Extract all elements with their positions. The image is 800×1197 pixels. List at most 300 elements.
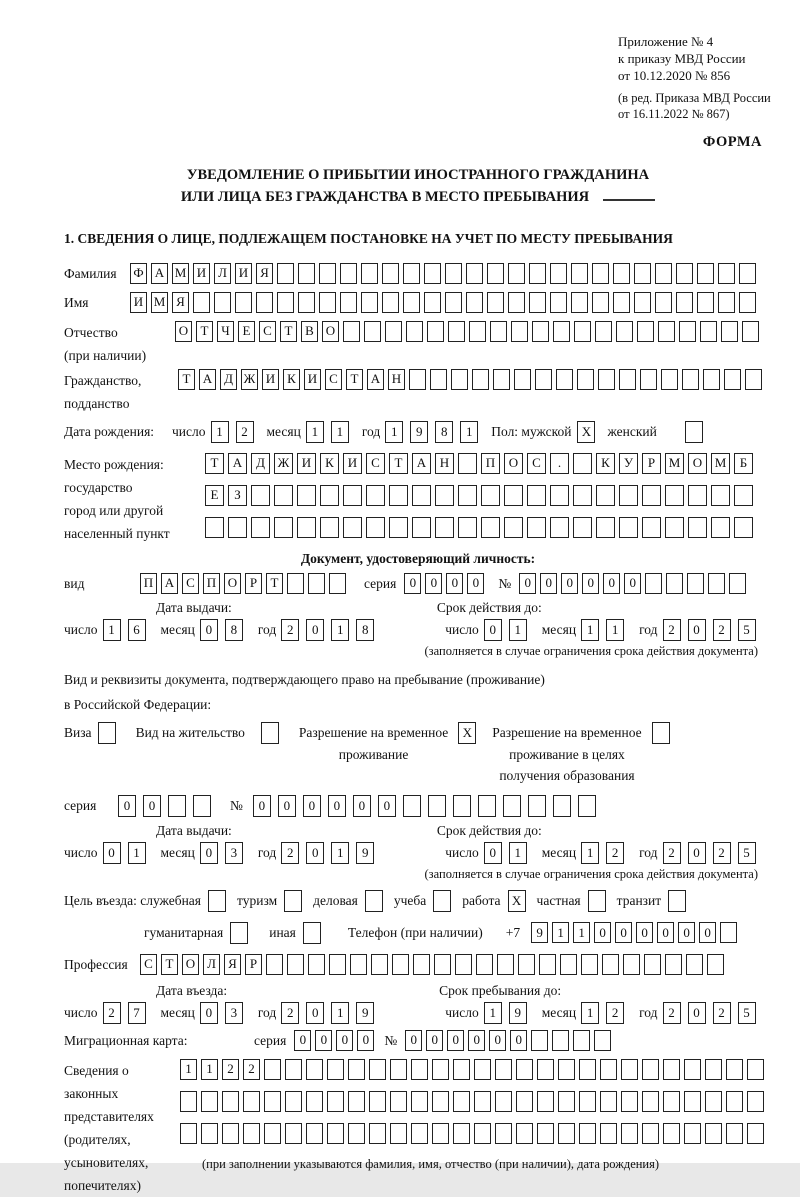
char-cell[interactable] xyxy=(613,263,630,284)
char-cell[interactable] xyxy=(453,1059,470,1080)
char-cell[interactable]: К xyxy=(283,369,300,390)
char-cell[interactable] xyxy=(222,1091,239,1112)
char-cell[interactable] xyxy=(514,369,531,390)
char-cell[interactable] xyxy=(493,369,510,390)
char-cell[interactable] xyxy=(560,954,577,975)
char-cell[interactable]: 2 xyxy=(713,842,731,864)
char-cell[interactable] xyxy=(665,954,682,975)
char-cell[interactable]: 0 xyxy=(103,842,121,864)
char-cell[interactable]: 1 xyxy=(581,1002,599,1024)
char-cell[interactable]: Л xyxy=(203,954,220,975)
checkbox-cell[interactable]: X xyxy=(508,890,526,912)
char-cell[interactable] xyxy=(319,292,336,313)
char-cell[interactable] xyxy=(343,321,360,342)
char-cell[interactable]: 2 xyxy=(281,842,299,864)
char-cell[interactable] xyxy=(235,292,252,313)
checkbox-cell[interactable] xyxy=(303,922,321,944)
char-cell[interactable]: 0 xyxy=(405,1030,422,1051)
char-cell[interactable] xyxy=(297,517,316,538)
char-cell[interactable] xyxy=(266,954,283,975)
char-cell[interactable] xyxy=(469,321,486,342)
char-cell[interactable] xyxy=(495,1091,512,1112)
char-cell[interactable] xyxy=(642,1123,659,1144)
char-cell[interactable]: О xyxy=(224,573,241,594)
char-cell[interactable] xyxy=(619,517,638,538)
char-cell[interactable]: 9 xyxy=(356,842,374,864)
char-cell[interactable] xyxy=(558,1091,575,1112)
char-cell[interactable] xyxy=(511,321,528,342)
char-cell[interactable]: О xyxy=(175,321,192,342)
char-cell[interactable] xyxy=(201,1091,218,1112)
char-cell[interactable] xyxy=(451,369,468,390)
char-cell[interactable] xyxy=(285,1123,302,1144)
char-cell[interactable] xyxy=(366,517,385,538)
char-cell[interactable]: 2 xyxy=(222,1059,239,1080)
char-cell[interactable]: Н xyxy=(435,453,454,474)
char-cell[interactable] xyxy=(458,453,477,474)
char-cell[interactable] xyxy=(390,1059,407,1080)
char-cell[interactable]: 9 xyxy=(509,1002,527,1024)
char-cell[interactable]: Я xyxy=(256,263,273,284)
char-cell[interactable] xyxy=(558,1123,575,1144)
char-cell[interactable] xyxy=(529,263,546,284)
char-cell[interactable]: 0 xyxy=(489,1030,506,1051)
char-cell[interactable] xyxy=(721,321,738,342)
char-cell[interactable]: 0 xyxy=(426,1030,443,1051)
char-cell[interactable] xyxy=(592,292,609,313)
char-cell[interactable] xyxy=(705,1091,722,1112)
char-cell[interactable] xyxy=(553,321,570,342)
char-cell[interactable] xyxy=(550,263,567,284)
char-cell[interactable] xyxy=(578,795,596,817)
char-cell[interactable] xyxy=(705,1123,722,1144)
char-cell[interactable]: Р xyxy=(245,954,262,975)
char-cell[interactable]: М xyxy=(172,263,189,284)
char-cell[interactable] xyxy=(529,292,546,313)
char-cell[interactable] xyxy=(474,1091,491,1112)
char-cell[interactable] xyxy=(320,517,339,538)
char-cell[interactable]: 1 xyxy=(606,619,624,641)
checkbox-cell[interactable] xyxy=(652,722,670,744)
char-cell[interactable] xyxy=(327,1059,344,1080)
char-cell[interactable] xyxy=(718,292,735,313)
char-cell[interactable]: М xyxy=(711,453,730,474)
char-cell[interactable] xyxy=(504,517,523,538)
char-cell[interactable] xyxy=(739,263,756,284)
char-cell[interactable]: И xyxy=(297,453,316,474)
checkbox-cell[interactable] xyxy=(230,922,248,944)
char-cell[interactable]: 0 xyxy=(510,1030,527,1051)
char-cell[interactable] xyxy=(663,1091,680,1112)
char-cell[interactable] xyxy=(361,292,378,313)
char-cell[interactable]: С xyxy=(182,573,199,594)
char-cell[interactable]: 8 xyxy=(225,619,243,641)
char-cell[interactable]: 0 xyxy=(306,619,324,641)
char-cell[interactable] xyxy=(348,1123,365,1144)
char-cell[interactable] xyxy=(532,321,549,342)
char-cell[interactable]: 0 xyxy=(357,1030,374,1051)
char-cell[interactable]: Д xyxy=(251,453,270,474)
char-cell[interactable]: 5 xyxy=(738,842,756,864)
char-cell[interactable] xyxy=(392,954,409,975)
char-cell[interactable] xyxy=(228,517,247,538)
char-cell[interactable] xyxy=(327,1123,344,1144)
char-cell[interactable]: 2 xyxy=(663,842,681,864)
char-cell[interactable] xyxy=(329,954,346,975)
char-cell[interactable] xyxy=(411,1123,428,1144)
char-cell[interactable]: В xyxy=(301,321,318,342)
char-cell[interactable] xyxy=(711,485,730,506)
char-cell[interactable] xyxy=(306,1059,323,1080)
char-cell[interactable]: Л xyxy=(214,263,231,284)
char-cell[interactable] xyxy=(703,369,720,390)
char-cell[interactable] xyxy=(616,321,633,342)
char-cell[interactable] xyxy=(679,321,696,342)
char-cell[interactable] xyxy=(516,1091,533,1112)
char-cell[interactable]: 1 xyxy=(331,1002,349,1024)
char-cell[interactable] xyxy=(527,485,546,506)
char-cell[interactable] xyxy=(472,369,489,390)
char-cell[interactable] xyxy=(700,321,717,342)
char-cell[interactable] xyxy=(711,517,730,538)
char-cell[interactable] xyxy=(577,369,594,390)
char-cell[interactable]: С xyxy=(527,453,546,474)
char-cell[interactable] xyxy=(403,263,420,284)
char-cell[interactable] xyxy=(455,954,472,975)
char-cell[interactable] xyxy=(676,292,693,313)
char-cell[interactable] xyxy=(214,292,231,313)
char-cell[interactable] xyxy=(571,263,588,284)
char-cell[interactable]: А xyxy=(412,453,431,474)
char-cell[interactable]: 1 xyxy=(573,922,590,943)
char-cell[interactable] xyxy=(243,1091,260,1112)
char-cell[interactable]: Т xyxy=(266,573,283,594)
char-cell[interactable]: 0 xyxy=(540,573,557,594)
char-cell[interactable] xyxy=(412,517,431,538)
char-cell[interactable] xyxy=(665,517,684,538)
char-cell[interactable] xyxy=(621,1123,638,1144)
char-cell[interactable]: И xyxy=(130,292,147,313)
char-cell[interactable] xyxy=(637,321,654,342)
char-cell[interactable]: 0 xyxy=(118,795,136,817)
char-cell[interactable] xyxy=(287,954,304,975)
char-cell[interactable] xyxy=(686,954,703,975)
char-cell[interactable] xyxy=(531,1030,548,1051)
char-cell[interactable] xyxy=(201,1123,218,1144)
char-cell[interactable]: 0 xyxy=(446,573,463,594)
char-cell[interactable]: 0 xyxy=(688,1002,706,1024)
char-cell[interactable] xyxy=(634,263,651,284)
char-cell[interactable] xyxy=(726,1059,743,1080)
char-cell[interactable]: 0 xyxy=(688,619,706,641)
char-cell[interactable] xyxy=(642,1059,659,1080)
char-cell[interactable]: Я xyxy=(172,292,189,313)
char-cell[interactable]: 0 xyxy=(699,922,716,943)
char-cell[interactable] xyxy=(366,485,385,506)
char-cell[interactable]: О xyxy=(322,321,339,342)
char-cell[interactable]: У xyxy=(619,453,638,474)
char-cell[interactable]: 0 xyxy=(328,795,346,817)
char-cell[interactable] xyxy=(658,321,675,342)
char-cell[interactable] xyxy=(466,263,483,284)
char-cell[interactable] xyxy=(369,1059,386,1080)
char-cell[interactable]: 3 xyxy=(225,842,243,864)
char-cell[interactable] xyxy=(594,1030,611,1051)
char-cell[interactable] xyxy=(348,1059,365,1080)
char-cell[interactable] xyxy=(222,1123,239,1144)
char-cell[interactable]: 0 xyxy=(143,795,161,817)
char-cell[interactable] xyxy=(742,321,759,342)
char-cell[interactable] xyxy=(697,292,714,313)
char-cell[interactable]: 1 xyxy=(180,1059,197,1080)
char-cell[interactable] xyxy=(329,573,346,594)
char-cell[interactable] xyxy=(432,1059,449,1080)
char-cell[interactable] xyxy=(497,954,514,975)
char-cell[interactable]: 0 xyxy=(294,1030,311,1051)
char-cell[interactable]: 0 xyxy=(484,842,502,864)
char-cell[interactable]: И xyxy=(262,369,279,390)
char-cell[interactable] xyxy=(495,1059,512,1080)
char-cell[interactable] xyxy=(720,922,737,943)
char-cell[interactable] xyxy=(320,485,339,506)
char-cell[interactable] xyxy=(556,369,573,390)
char-cell[interactable] xyxy=(621,1091,638,1112)
char-cell[interactable]: 9 xyxy=(356,1002,374,1024)
char-cell[interactable] xyxy=(528,795,546,817)
char-cell[interactable]: Е xyxy=(205,485,224,506)
char-cell[interactable] xyxy=(277,263,294,284)
checkbox-cell[interactable] xyxy=(588,890,606,912)
char-cell[interactable] xyxy=(495,1123,512,1144)
char-cell[interactable] xyxy=(476,954,493,975)
char-cell[interactable] xyxy=(411,1091,428,1112)
char-cell[interactable] xyxy=(640,369,657,390)
char-cell[interactable]: 0 xyxy=(200,619,218,641)
char-cell[interactable] xyxy=(729,573,746,594)
char-cell[interactable] xyxy=(389,517,408,538)
char-cell[interactable] xyxy=(319,263,336,284)
char-cell[interactable] xyxy=(573,517,592,538)
char-cell[interactable]: 0 xyxy=(253,795,271,817)
char-cell[interactable] xyxy=(371,954,388,975)
char-cell[interactable] xyxy=(573,1030,590,1051)
char-cell[interactable]: 0 xyxy=(306,1002,324,1024)
char-cell[interactable] xyxy=(598,369,615,390)
char-cell[interactable] xyxy=(243,1123,260,1144)
char-cell[interactable] xyxy=(726,1123,743,1144)
char-cell[interactable]: Т xyxy=(280,321,297,342)
char-cell[interactable]: 1 xyxy=(331,421,349,443)
char-cell[interactable] xyxy=(193,795,211,817)
char-cell[interactable]: 0 xyxy=(467,573,484,594)
char-cell[interactable] xyxy=(285,1059,302,1080)
char-cell[interactable] xyxy=(474,1123,491,1144)
char-cell[interactable]: 1 xyxy=(211,421,229,443)
char-cell[interactable]: Ж xyxy=(274,453,293,474)
char-cell[interactable]: 0 xyxy=(582,573,599,594)
char-cell[interactable] xyxy=(285,1091,302,1112)
char-cell[interactable]: А xyxy=(367,369,384,390)
char-cell[interactable]: 9 xyxy=(410,421,428,443)
char-cell[interactable] xyxy=(504,485,523,506)
char-cell[interactable]: 1 xyxy=(103,619,121,641)
char-cell[interactable] xyxy=(256,292,273,313)
char-cell[interactable] xyxy=(432,1091,449,1112)
char-cell[interactable] xyxy=(434,954,451,975)
char-cell[interactable]: П xyxy=(140,573,157,594)
char-cell[interactable] xyxy=(430,369,447,390)
char-cell[interactable] xyxy=(298,263,315,284)
char-cell[interactable] xyxy=(747,1123,764,1144)
char-cell[interactable]: Т xyxy=(196,321,213,342)
char-cell[interactable]: З xyxy=(228,485,247,506)
char-cell[interactable]: 5 xyxy=(738,619,756,641)
char-cell[interactable] xyxy=(390,1091,407,1112)
char-cell[interactable] xyxy=(619,369,636,390)
char-cell[interactable]: И xyxy=(343,453,362,474)
char-cell[interactable] xyxy=(550,292,567,313)
char-cell[interactable]: Н xyxy=(388,369,405,390)
char-cell[interactable] xyxy=(537,1123,554,1144)
char-cell[interactable] xyxy=(445,292,462,313)
char-cell[interactable] xyxy=(180,1091,197,1112)
char-cell[interactable]: Ч xyxy=(217,321,234,342)
char-cell[interactable] xyxy=(739,292,756,313)
char-cell[interactable]: О xyxy=(182,954,199,975)
char-cell[interactable] xyxy=(579,1059,596,1080)
char-cell[interactable]: 0 xyxy=(624,573,641,594)
char-cell[interactable] xyxy=(403,292,420,313)
char-cell[interactable] xyxy=(427,321,444,342)
char-cell[interactable]: А xyxy=(151,263,168,284)
char-cell[interactable] xyxy=(409,369,426,390)
char-cell[interactable] xyxy=(478,795,496,817)
char-cell[interactable] xyxy=(205,517,224,538)
char-cell[interactable] xyxy=(619,485,638,506)
char-cell[interactable]: 7 xyxy=(128,1002,146,1024)
char-cell[interactable]: 5 xyxy=(738,1002,756,1024)
char-cell[interactable] xyxy=(747,1059,764,1080)
char-cell[interactable] xyxy=(600,1091,617,1112)
char-cell[interactable] xyxy=(458,517,477,538)
char-cell[interactable] xyxy=(297,485,316,506)
char-cell[interactable] xyxy=(343,485,362,506)
checkbox-cell[interactable] xyxy=(685,421,703,443)
char-cell[interactable] xyxy=(385,321,402,342)
char-cell[interactable] xyxy=(516,1123,533,1144)
char-cell[interactable]: Е xyxy=(238,321,255,342)
char-cell[interactable]: А xyxy=(161,573,178,594)
char-cell[interactable]: 0 xyxy=(636,922,653,943)
char-cell[interactable] xyxy=(364,321,381,342)
char-cell[interactable] xyxy=(435,517,454,538)
char-cell[interactable] xyxy=(642,517,661,538)
char-cell[interactable]: 0 xyxy=(315,1030,332,1051)
char-cell[interactable]: П xyxy=(481,453,500,474)
char-cell[interactable]: 2 xyxy=(606,1002,624,1024)
char-cell[interactable]: Р xyxy=(642,453,661,474)
checkbox-cell[interactable] xyxy=(261,722,279,744)
char-cell[interactable] xyxy=(382,263,399,284)
char-cell[interactable] xyxy=(350,954,367,975)
char-cell[interactable]: 1 xyxy=(581,619,599,641)
char-cell[interactable]: 0 xyxy=(200,842,218,864)
char-cell[interactable] xyxy=(453,1091,470,1112)
char-cell[interactable] xyxy=(688,517,707,538)
char-cell[interactable] xyxy=(340,263,357,284)
char-cell[interactable]: 1 xyxy=(484,1002,502,1024)
char-cell[interactable] xyxy=(621,1059,638,1080)
char-cell[interactable] xyxy=(264,1091,281,1112)
char-cell[interactable]: С xyxy=(140,954,157,975)
char-cell[interactable]: О xyxy=(504,453,523,474)
char-cell[interactable]: 1 xyxy=(128,842,146,864)
char-cell[interactable]: 1 xyxy=(306,421,324,443)
char-cell[interactable]: С xyxy=(259,321,276,342)
char-cell[interactable] xyxy=(642,1091,659,1112)
char-cell[interactable]: 1 xyxy=(509,842,527,864)
char-cell[interactable] xyxy=(600,1059,617,1080)
char-cell[interactable] xyxy=(734,485,753,506)
char-cell[interactable]: Ф xyxy=(130,263,147,284)
char-cell[interactable]: 8 xyxy=(435,421,453,443)
char-cell[interactable] xyxy=(487,292,504,313)
char-cell[interactable] xyxy=(361,263,378,284)
char-cell[interactable] xyxy=(596,485,615,506)
char-cell[interactable]: 0 xyxy=(306,842,324,864)
char-cell[interactable]: 2 xyxy=(103,1002,121,1024)
char-cell[interactable]: 0 xyxy=(657,922,674,943)
char-cell[interactable] xyxy=(645,573,662,594)
char-cell[interactable] xyxy=(413,954,430,975)
char-cell[interactable] xyxy=(435,485,454,506)
char-cell[interactable] xyxy=(369,1123,386,1144)
char-cell[interactable] xyxy=(412,485,431,506)
char-cell[interactable]: С xyxy=(325,369,342,390)
char-cell[interactable]: 9 xyxy=(531,922,548,943)
char-cell[interactable] xyxy=(726,1091,743,1112)
char-cell[interactable]: 0 xyxy=(303,795,321,817)
char-cell[interactable] xyxy=(251,517,270,538)
char-cell[interactable] xyxy=(642,485,661,506)
char-cell[interactable] xyxy=(558,1059,575,1080)
char-cell[interactable]: 8 xyxy=(356,619,374,641)
char-cell[interactable]: 0 xyxy=(688,842,706,864)
char-cell[interactable] xyxy=(687,573,704,594)
char-cell[interactable] xyxy=(708,573,725,594)
char-cell[interactable]: 1 xyxy=(331,842,349,864)
char-cell[interactable]: 1 xyxy=(509,619,527,641)
char-cell[interactable] xyxy=(666,573,683,594)
checkbox-cell[interactable] xyxy=(284,890,302,912)
char-cell[interactable]: 1 xyxy=(552,922,569,943)
char-cell[interactable]: 0 xyxy=(561,573,578,594)
char-cell[interactable]: 2 xyxy=(663,619,681,641)
char-cell[interactable] xyxy=(684,1091,701,1112)
char-cell[interactable] xyxy=(306,1091,323,1112)
char-cell[interactable]: 1 xyxy=(201,1059,218,1080)
char-cell[interactable] xyxy=(287,573,304,594)
char-cell[interactable]: 0 xyxy=(678,922,695,943)
char-cell[interactable]: Т xyxy=(161,954,178,975)
char-cell[interactable] xyxy=(581,954,598,975)
char-cell[interactable] xyxy=(168,795,186,817)
char-cell[interactable] xyxy=(503,795,521,817)
char-cell[interactable]: 3 xyxy=(225,1002,243,1024)
char-cell[interactable] xyxy=(406,321,423,342)
char-cell[interactable] xyxy=(490,321,507,342)
char-cell[interactable] xyxy=(745,369,762,390)
